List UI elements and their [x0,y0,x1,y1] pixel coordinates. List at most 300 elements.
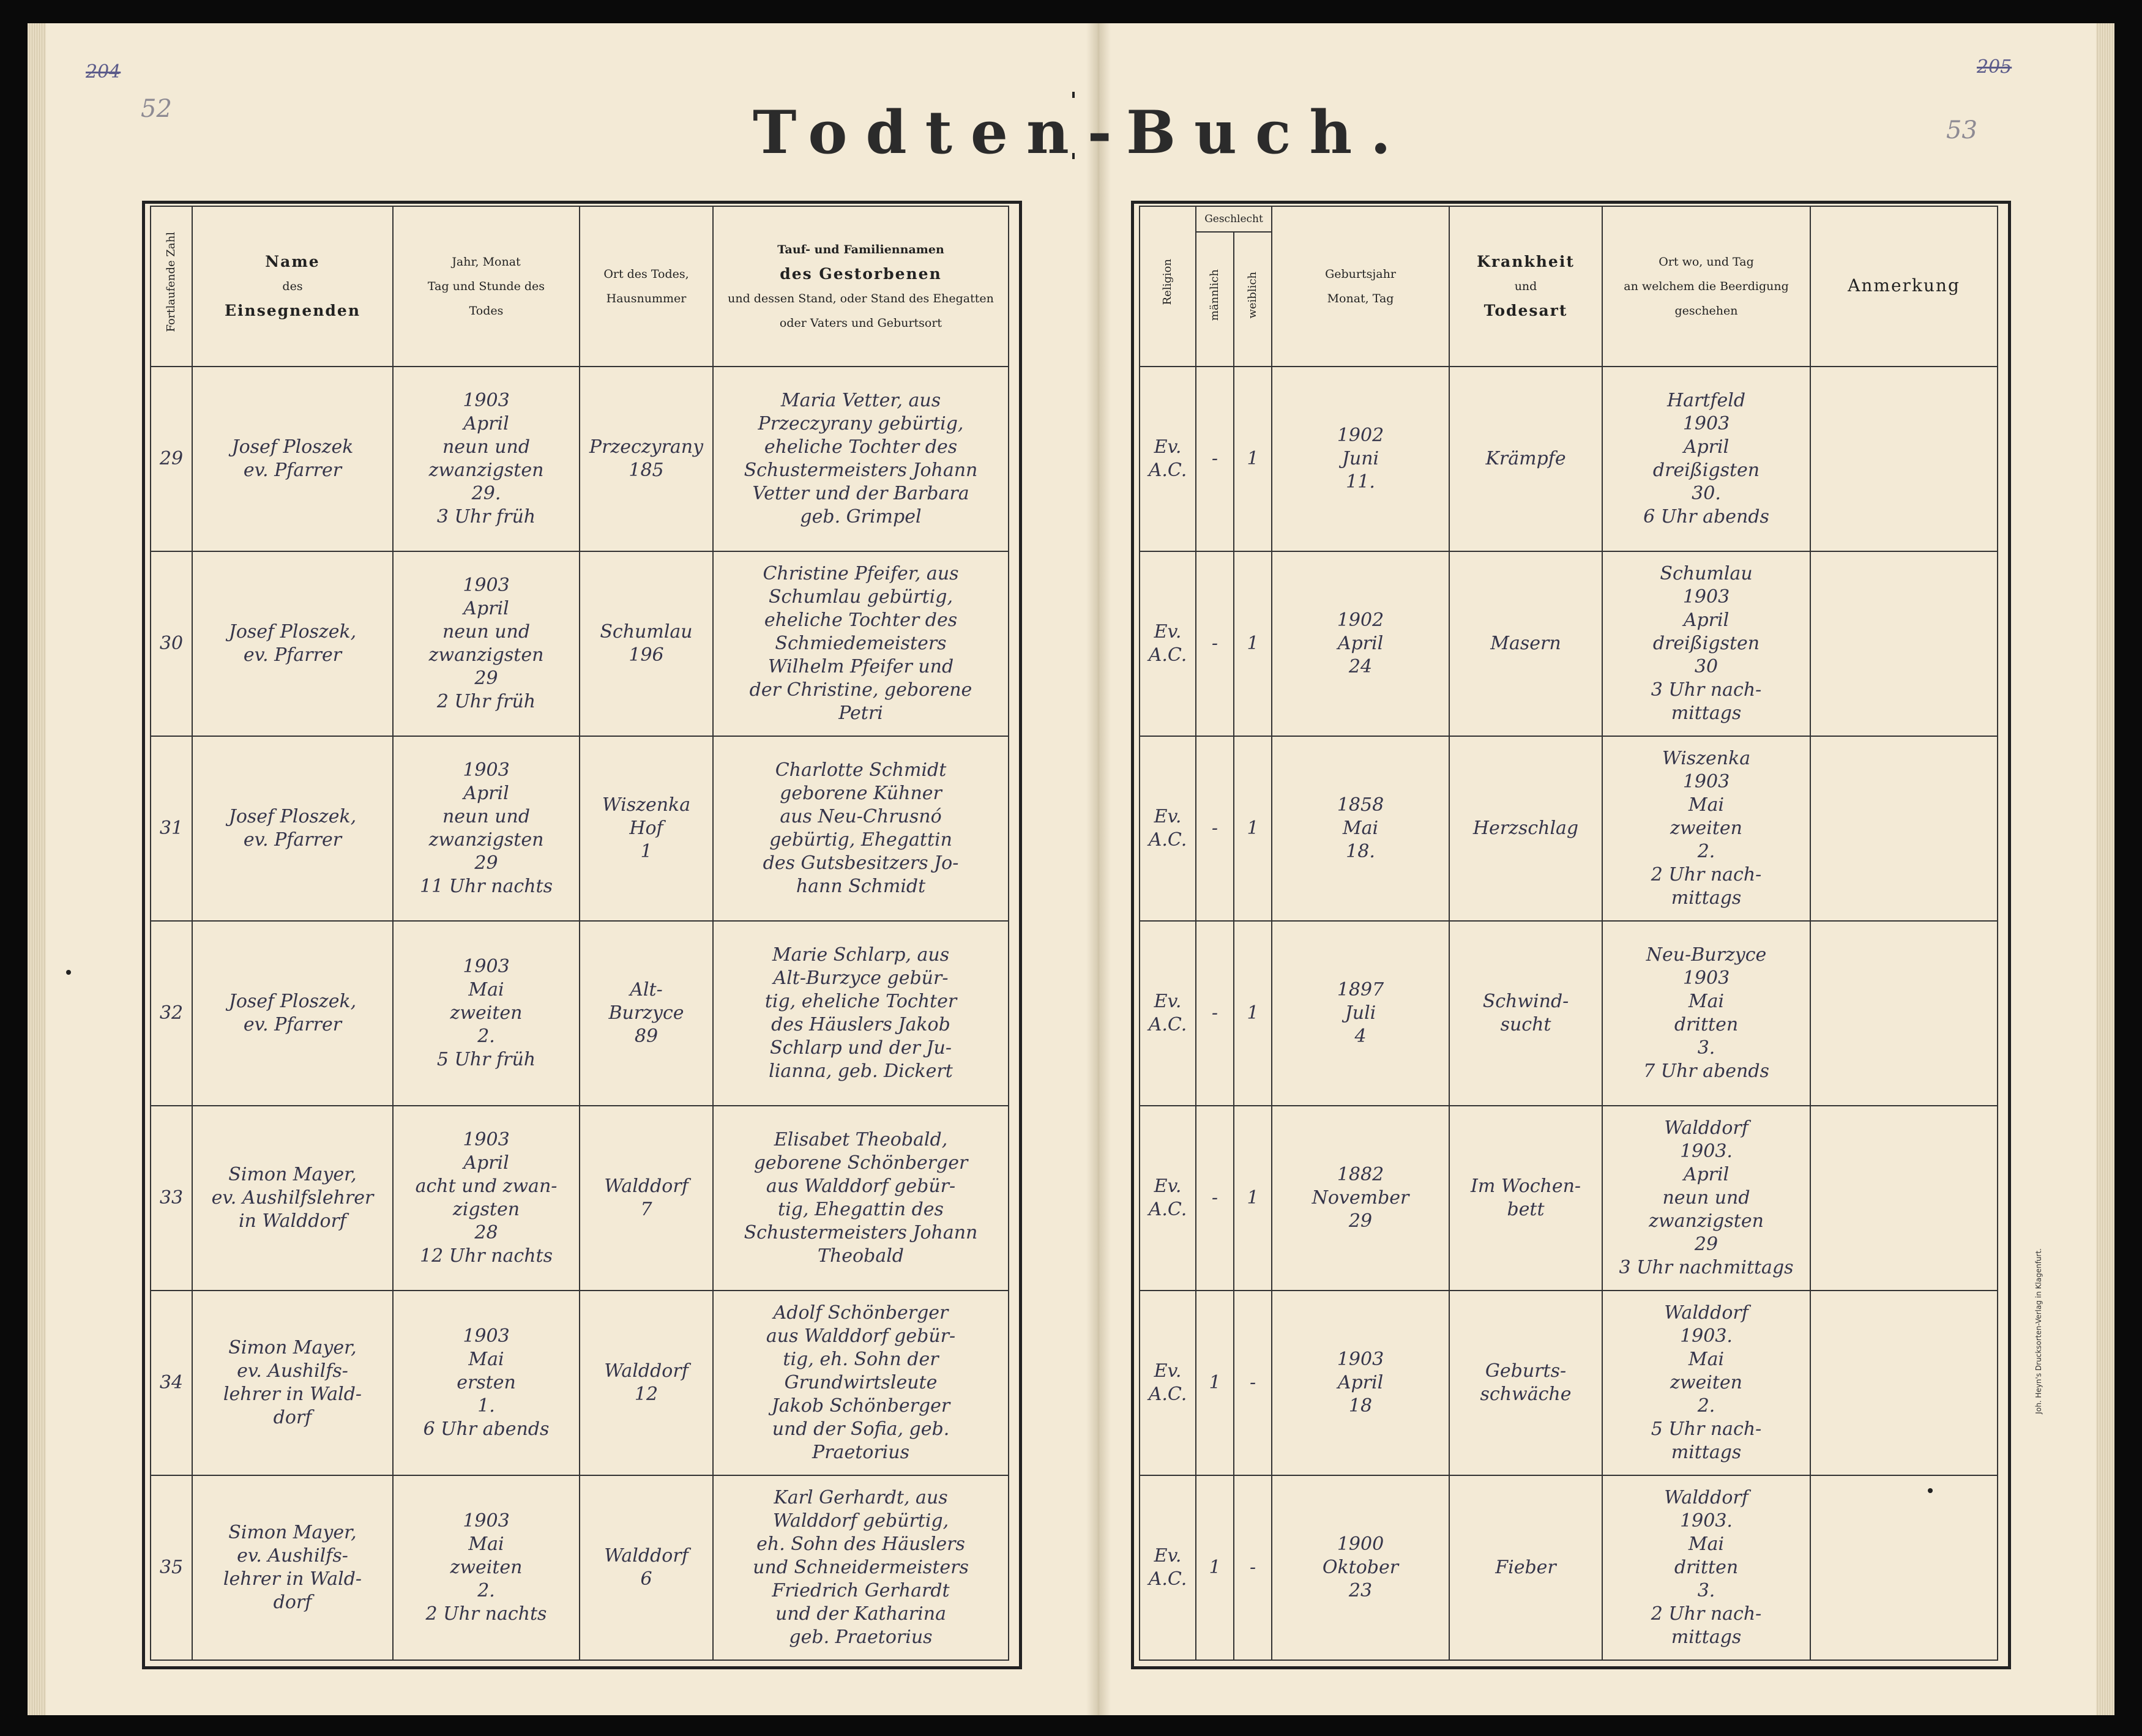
officiant-cell-line: Simon Mayer, [228,1164,357,1185]
burial-cell-line: 30 [1694,656,1718,677]
header-burial-line1: Ort wo, und Tag [1659,255,1754,269]
deceased-cell-line: Adolf Schönberger [773,1302,949,1324]
death-place-cell-line: Burzyce [608,1002,684,1024]
header-birth-line1: Geburtsjahr [1325,267,1396,281]
left-page-number-pen: 204 [86,61,121,83]
religion-cell [1140,367,1196,551]
burial-cell-line: April [1683,609,1730,631]
birth-date-cell-line: 1858 [1337,794,1384,816]
death-place-cell-line: Wiszenka [602,794,691,816]
officiant-cell-line: dorf [273,1407,312,1428]
male-cell: - [1196,1106,1234,1291]
burial-cell-line: 1903 [1682,586,1730,608]
religion-cell-line: A.C. [1148,1568,1187,1590]
right-entry-row [1140,367,1998,551]
illness-cell [1449,551,1602,736]
death-date-cell-line: zweiten [450,1002,523,1024]
deceased-cell-line: Schlarp und der Ju- [770,1037,952,1059]
deceased-cell-line: des Häuslers Jakob [771,1014,950,1035]
deceased-cell [713,551,1009,736]
religion-cell-line: Ev. [1154,1545,1182,1566]
header-birth [1272,206,1449,367]
death-date-cell-line: 2 Uhr früh [436,691,536,712]
right-entry-row [1140,1106,1998,1291]
birth-date-cell-line: 1882 [1337,1164,1384,1185]
officiant-cell [192,1106,393,1291]
deceased-cell-line: geborene Kühner [780,783,942,804]
illness-cell [1449,1475,1602,1660]
burial-cell-line: 3. [1697,1580,1715,1601]
birth-date-cell-line: 11. [1346,471,1375,493]
burial-cell-line: 1903 [1682,967,1730,989]
religion-cell-line: Ev. [1154,436,1182,458]
right-header-row [1140,206,1998,232]
right-entry-row [1140,736,1998,921]
death-date-cell-line: 12 Uhr nachts [420,1245,553,1267]
death-date-cell-line: 2 Uhr nachts [425,1603,547,1625]
burial-cell-line: 1903. [1680,1510,1733,1532]
birth-date-cell-line: Oktober [1322,1557,1399,1578]
illness-cell [1449,736,1602,921]
birth-date-cell [1272,1475,1449,1660]
birth-date-cell [1272,367,1449,551]
burial-cell-line: Walddorf [1664,1302,1748,1324]
burial-cell-line: 2 Uhr nach- [1651,864,1762,885]
burial-cell-line: mittags [1671,702,1742,724]
birth-date-cell-line: April [1337,1372,1384,1393]
header-place-line2: Hausnummer [606,292,687,305]
burial-cell [1602,1475,1810,1660]
death-date-cell-line: Mai [468,1349,504,1370]
entry-number: 32 [151,921,192,1106]
death-place-cell-line: Walddorf [604,1360,688,1382]
burial-cell [1602,367,1810,551]
birth-date-cell-line: 29 [1348,1210,1373,1232]
religion-cell [1140,551,1196,736]
burial-cell-line: Walddorf [1664,1117,1748,1139]
deceased-cell-line: lianna, geb. Dickert [769,1060,953,1082]
deceased-cell-line: aus Walddorf gebür- [766,1175,956,1197]
header-male-label: männlich [1208,269,1221,321]
officiant-cell-line: ev. Pfarrer [243,1014,342,1035]
death-place-cell-line: Alt- [630,979,663,1000]
header-burial-line2: an welchem die Beerdigung [1624,280,1789,293]
right-page-number-pen: 205 [1977,56,2012,78]
religion-cell-line: Ev. [1154,991,1182,1012]
death-date-cell-line: Mai [468,1533,504,1555]
margin-dot [66,970,71,975]
burial-cell-line: 1903 [1682,413,1730,434]
birth-date-cell-line: 4 [1354,1026,1367,1047]
header-burial [1602,206,1810,367]
entry-number: 29 [151,367,192,551]
left-entry-row [151,1475,1009,1660]
death-date-cell-line: neun und [442,436,531,458]
deceased-cell-line: und der Katharina [775,1603,946,1625]
header-number-label: Fortlaufende Zahl [165,232,177,332]
officiant-cell [192,736,393,921]
officiant-cell-line: ev. Aushilfslehrer [211,1187,374,1209]
burial-cell-line: 3 Uhr nachmittags [1619,1257,1794,1278]
remark-cell [1810,736,1998,921]
header-sex-label: Geschlecht [1204,213,1263,225]
birth-date-cell-line: April [1337,633,1384,654]
deceased-cell-line: tig, eheliche Tochter [764,991,957,1012]
header-birth-line2: Monat, Tag [1327,292,1394,305]
illness-cell [1449,1106,1602,1291]
officiant-cell [192,1291,393,1475]
religion-cell-line: Ev. [1154,621,1182,643]
deceased-cell-line: Karl Gerhardt, aus [774,1487,948,1508]
death-date-cell-line: zwanzigsten [428,460,544,481]
birth-date-cell-line: November [1312,1187,1409,1209]
death-place-cell-line: 12 [634,1384,659,1405]
header-deceased-line3: und dessen Stand, oder Stand des Ehegatten [728,292,994,305]
death-date-cell-line: 6 Uhr abends [423,1418,550,1440]
officiant-cell-line: ev. Aushilfs- [237,1545,348,1566]
deceased-cell-line: Charlotte Schmidt [775,759,947,781]
death-date-cell [393,551,580,736]
remark-cell [1810,551,1998,736]
death-date-cell-line: neun und [442,621,531,643]
birth-date-cell [1272,551,1449,736]
burial-cell-line: mittags [1671,887,1742,909]
birth-date-cell [1272,736,1449,921]
header-religion-label: Religion [1161,259,1174,305]
birth-date-cell-line: Juni [1342,448,1379,469]
death-date-cell-line: 11 Uhr nachts [420,876,553,897]
remark-cell [1810,367,1998,551]
officiant-cell-line: Simon Mayer, [228,1522,357,1543]
male-cell: - [1196,367,1234,551]
death-date-cell-line: 2. [477,1026,495,1047]
female-cell: - [1234,1475,1272,1660]
death-place-cell [580,1106,713,1291]
death-place-cell-line: 6 [640,1568,652,1590]
left-entry-row [151,1106,1009,1291]
religion-cell-line: A.C. [1148,1199,1187,1220]
header-female-label: weiblich [1246,271,1259,319]
illness-cell-line: Im Wochen- [1471,1175,1581,1197]
death-date-cell-line: 1903 [463,1129,510,1150]
death-date-cell-line: 1903 [463,759,510,781]
religion-cell [1140,736,1196,921]
officiant-cell-line: lehrer in Wald- [223,1568,362,1590]
burial-cell-line: 7 Uhr abends [1643,1060,1769,1082]
illness-cell-line: Schwind- [1482,991,1569,1012]
female-cell: 1 [1234,921,1272,1106]
officiant-cell-line: ev. Pfarrer [243,644,342,666]
deceased-cell-line: Schmiedemeisters [775,633,947,654]
deceased-cell-line: Maria Vetter, aus [780,390,941,411]
deceased-cell-line: Theobald [817,1245,905,1267]
left-entry-row [151,736,1009,921]
officiant-cell-line: ev. Pfarrer [243,829,342,851]
deceased-cell-line: des Gutsbesitzers Jo- [763,852,959,874]
female-cell: 1 [1234,367,1272,551]
entry-number: 30 [151,551,192,736]
deceased-cell-line: gebürtig, Ehegattin [769,829,952,851]
deceased-cell-line: Grundwirtsleute [784,1372,938,1393]
title-right: Buch. [1126,98,1409,167]
male-cell: - [1196,551,1234,736]
illness-cell-line: Geburts- [1485,1360,1567,1382]
burial-cell-line: Mai [1688,991,1725,1012]
death-date-cell-line: 28 [474,1222,498,1243]
burial-cell-line: April [1683,436,1730,458]
death-date-cell-line: neun und [442,806,531,827]
death-date-cell-line: 1. [477,1395,495,1417]
death-place-cell [580,367,713,551]
burial-cell-line: 29 [1694,1234,1718,1255]
religion-cell-line: A.C. [1148,1014,1187,1035]
death-date-cell-line: zigsten [452,1199,520,1220]
illness-cell [1449,921,1602,1106]
burial-cell-line: 1903. [1680,1325,1733,1347]
burial-cell-line: zweiten [1670,818,1742,839]
death-date-cell-line: zwanzigsten [428,644,544,666]
birth-date-cell-line: 1902 [1337,609,1384,631]
deceased-cell [713,736,1009,921]
deceased-cell [713,1106,1009,1291]
header-deceased-line1: Tauf- und Familiennamen [777,243,944,256]
birth-date-cell [1272,1106,1449,1291]
death-place-cell-line: 89 [634,1026,659,1047]
burial-cell-line: 5 Uhr nach- [1651,1418,1762,1440]
female-cell: 1 [1234,1106,1272,1291]
female-cell: 1 [1234,551,1272,736]
deceased-cell-line: Christine Pfeifer, aus [763,563,959,584]
header-illness-line3: Todesart [1483,302,1568,319]
header-sex [1196,206,1272,232]
burial-cell [1602,736,1810,921]
death-place-cell-line: Hof [629,818,663,839]
death-date-cell-line: 1903 [463,575,510,596]
burial-cell-line: Neu-Burzyce [1646,944,1767,966]
birth-date-cell-line: Mai [1342,818,1379,839]
left-register-table [150,206,1009,1661]
illness-cell-line: Fieber [1495,1557,1556,1578]
officiant-cell-line: lehrer in Wald- [223,1384,362,1405]
death-date-cell [393,367,580,551]
death-date-cell [393,1291,580,1475]
left-page-edge [28,23,46,1715]
printer-note: Joh. Heyn's Drucksorten-Verlag in Klagenfurt. [2034,1248,2043,1414]
deceased-cell-line: tig, Ehegattin des [778,1199,944,1220]
death-place-cell-line: Przeczyrany [589,436,704,458]
burial-cell-line: 2 Uhr nach- [1651,1603,1762,1625]
deceased-cell-line: Alt-Burzyce gebür- [773,967,949,989]
burial-cell-line: 1903. [1680,1141,1733,1162]
religion-cell-line: A.C. [1148,1384,1187,1405]
death-date-cell-line: April [463,783,509,804]
header-female [1234,232,1272,367]
death-date-cell-line: 1903 [463,956,510,977]
binding-mark [1072,92,1075,98]
death-date-cell [393,1106,580,1291]
deceased-cell-line: Praetorius [812,1442,909,1463]
officiant-cell-line: Josef Ploszek [231,436,354,458]
death-date-cell-line: April [463,1152,509,1174]
burial-cell-line: 30. [1692,483,1721,504]
left-page-number-pencil: 52 [141,95,172,123]
birth-date-cell-line: 1903 [1337,1349,1384,1370]
male-cell: - [1196,921,1234,1106]
burial-cell-line: 1903 [1682,771,1730,792]
death-place-cell [580,736,713,921]
deceased-cell-line: aus Walddorf gebür- [766,1325,956,1347]
header-burial-line3: geschehen [1674,304,1738,318]
officiant-cell-line: Josef Ploszek, [228,621,357,643]
death-date-cell-line: April [463,598,509,619]
header-illness [1449,206,1602,367]
left-entry-row [151,551,1009,736]
header-remark [1810,206,1998,367]
religion-cell-line: A.C. [1148,829,1187,851]
left-header-row [151,206,1009,367]
death-place-cell-line: 196 [629,644,664,666]
margin-dot [1928,1488,1933,1493]
death-date-cell-line: zwanzigsten [428,829,544,851]
right-entry-row [1140,921,1998,1106]
male-cell: - [1196,736,1234,921]
birth-date-cell-line: 18 [1348,1395,1373,1417]
deceased-cell-line: Vetter und der Barbara [752,483,969,504]
burial-cell-line: 3 Uhr nach- [1651,679,1762,701]
burial-cell-line: 2. [1697,1395,1715,1417]
officiant-cell [192,1475,393,1660]
header-number [151,206,192,367]
header-male [1196,232,1234,367]
birth-date-cell [1272,921,1449,1106]
entry-number: 35 [151,1475,192,1660]
death-date-cell-line: acht und zwan- [415,1175,558,1197]
death-date-cell-line: 29. [471,483,501,504]
deceased-cell-line: geborene Schönberger [753,1152,968,1174]
deceased-cell-line: Jakob Schönberger [771,1395,950,1417]
death-date-cell-line: ersten [457,1372,516,1393]
header-deceased [713,206,1009,367]
header-death-date [393,206,580,367]
birth-date-cell-line: 18. [1346,841,1375,862]
book-gutter [1086,23,1111,1715]
right-entry-row [1140,1475,1998,1660]
illness-cell-line: Herzschlag [1472,818,1579,839]
deceased-cell-line: der Christine, geborene [749,679,972,701]
right-page-edge [2096,23,2114,1715]
entry-number: 31 [151,736,192,921]
illness-cell-line: sucht [1500,1014,1551,1035]
death-date-cell-line: Mai [468,979,504,1000]
left-entry-row [151,1291,1009,1475]
death-date-cell-line: zweiten [450,1557,523,1578]
burial-cell-line: mittags [1671,1442,1742,1463]
birth-date-cell-line: 1902 [1337,425,1384,446]
death-date-cell-line: 3 Uhr früh [436,506,536,527]
burial-cell-line: Mai [1688,794,1725,816]
officiant-cell-line: dorf [273,1592,312,1613]
right-entry-row [1140,551,1998,736]
deceased-cell [713,367,1009,551]
burial-cell-line: Schumlau [1660,563,1753,584]
death-date-cell-line: 5 Uhr früh [436,1049,536,1070]
religion-cell-line: A.C. [1148,644,1187,666]
header-officiant-line3: Einsegnenden [224,302,360,319]
officiant-cell-line: ev. Aushilfs- [237,1360,348,1382]
illness-cell-line: bett [1507,1199,1545,1220]
male-cell: 1 [1196,1291,1234,1475]
burial-cell [1602,1291,1810,1475]
burial-cell-line: 3. [1697,1037,1715,1059]
death-place-cell-line: 7 [640,1199,652,1220]
header-illness-line1: Krankheit [1477,253,1575,270]
illness-cell-line: schwäche [1480,1384,1572,1405]
death-place-cell [580,921,713,1106]
burial-cell-line: Wiszenka [1662,748,1751,769]
entry-number: 33 [151,1106,192,1291]
burial-cell-line: neun und [1662,1187,1750,1209]
birth-date-cell-line: 23 [1348,1580,1373,1601]
officiant-cell [192,921,393,1106]
header-officiant-line2: des [282,280,303,293]
deceased-cell-line: Schustermeisters Johann [744,460,978,481]
birth-date-cell-line: Juli [1345,1002,1376,1024]
deceased-cell-line: tig, eh. Sohn der [783,1349,939,1370]
header-remark-label: Anmerkung [1848,275,1960,296]
right-entry-row [1140,1291,1998,1475]
burial-cell-line: zweiten [1670,1372,1742,1393]
officiant-cell-line: in Walddorf [238,1210,347,1232]
left-entry-row [151,367,1009,551]
header-deceased-line4: oder Vaters und Geburtsort [779,316,942,330]
title-left: Todten- [753,98,1130,167]
deceased-cell-line: Elisabet Theobald, [774,1129,948,1150]
burial-cell-line: April [1683,1164,1730,1185]
deceased-cell [713,1475,1009,1660]
deceased-cell-line: eh. Sohn des Häuslers [756,1533,965,1555]
death-date-cell-line: April [463,413,509,434]
header-illness-line2: und [1514,280,1537,293]
death-date-cell-line: 2. [477,1580,495,1601]
deceased-cell-line: eheliche Tochter des [764,609,958,631]
death-date-cell [393,1475,580,1660]
burial-cell-line: zwanzigsten [1649,1210,1764,1232]
header-place [580,206,713,367]
burial-cell-line: mittags [1671,1626,1742,1648]
header-officiant-line1: Name [265,253,320,270]
deceased-cell-line: Marie Schlarp, aus [772,944,950,966]
death-date-cell-line: 1903 [463,390,510,411]
death-place-cell-line: Walddorf [604,1175,688,1197]
burial-cell-line: dritten [1674,1014,1739,1035]
burial-cell [1602,1106,1810,1291]
burial-cell [1602,921,1810,1106]
officiant-cell-line: Simon Mayer, [228,1337,357,1358]
religion-cell [1140,1291,1196,1475]
deceased-cell-line: und Schneidermeisters [753,1557,969,1578]
burial-cell-line: 2. [1697,841,1715,862]
illness-cell [1449,1291,1602,1475]
deceased-cell-line: Friedrich Gerhardt [772,1580,950,1601]
header-death-date-line1: Jahr, Monat [452,255,521,269]
female-cell: 1 [1234,736,1272,921]
burial-cell-line: dreißigsten [1652,633,1760,654]
burial-cell-line: Walddorf [1664,1487,1748,1508]
deceased-cell-line: Schumlau gebürtig, [769,586,953,608]
deceased-cell-line: hann Schmidt [796,876,926,897]
header-religion [1140,206,1196,367]
death-date-cell [393,736,580,921]
